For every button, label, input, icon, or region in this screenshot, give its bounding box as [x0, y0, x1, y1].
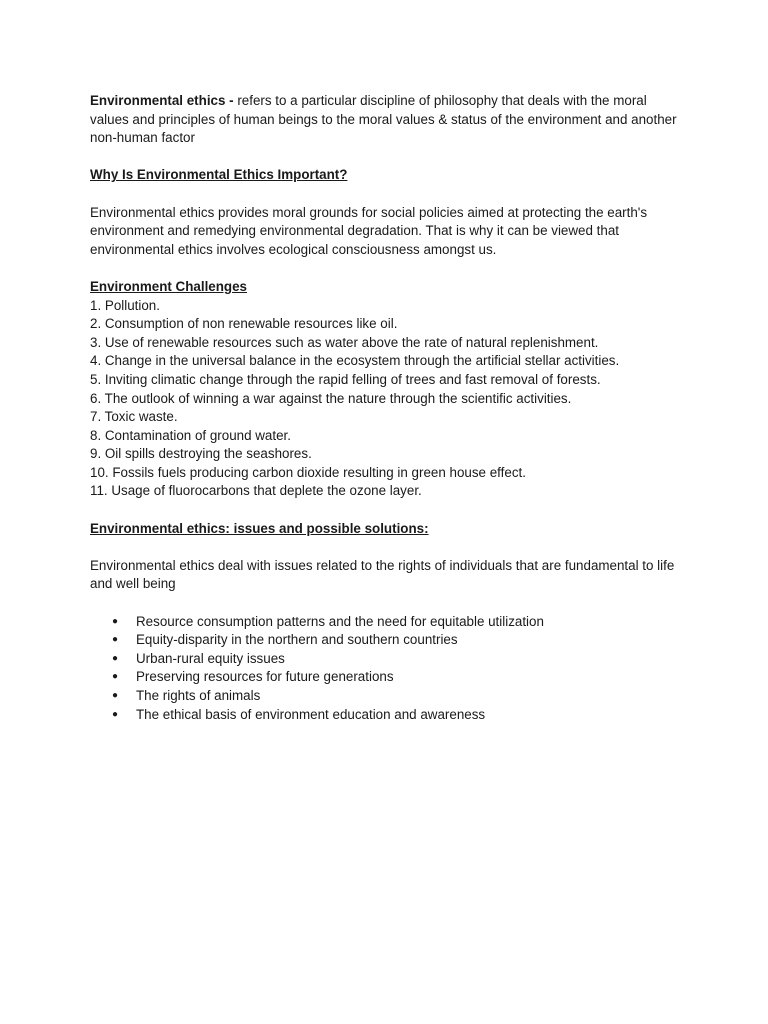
bullet-icon: ● [112, 708, 119, 720]
bullet-icon: ● [112, 671, 119, 683]
solutions-intro: Environmental ethics deal with issues related to the rights of individuals that are fundamental to life and well being [90, 557, 675, 592]
bullet-icon: ● [112, 634, 119, 646]
definition-paragraph [90, 92, 688, 148]
list-item-text: The rights of animals [136, 688, 261, 703]
list-item: 7. Toxic waste. [90, 409, 178, 425]
list-item: 6. The outlook of winning a war against the nature through the scientific activities. [90, 390, 572, 406]
bullet-icon: ● [112, 615, 119, 627]
list-item [112, 706, 688, 725]
bullet-icon: ● [112, 652, 119, 664]
challenges-list [90, 297, 688, 502]
solutions-list [90, 613, 688, 725]
list-item [112, 631, 688, 650]
list-item: 2. Consumption of non renewable resources like oil. [90, 316, 398, 332]
importance-heading: Why Is Environmental Ethics Important? [90, 167, 348, 183]
list-item [112, 613, 688, 632]
list-item-text: Resource consumption patterns and the need for equitable utilization [136, 613, 544, 629]
definition-text: refers to a particular discipline of philosophy that deals with the moral values and principles of human beings to the moral values & status of the environment and another non-human factor [90, 93, 677, 146]
list-item: 3. Use of renewable resources such as water above the rate of natural replenishment. [90, 334, 599, 350]
list-item: 8. Contamination of ground water. [90, 427, 291, 443]
list-item: 11. Usage of fluorocarbons that deplete the ozone layer. [90, 483, 422, 499]
solutions-heading: Environmental ethics: issues and possible solutions: [90, 520, 429, 536]
importance-paragraph: Environmental ethics provides moral grounds for social policies aimed at protecting the earth's environment and remedying environmental degradation. That is why it can be viewed that environmental ethics involves ecological consciousness amongst us. [90, 204, 648, 257]
definition-term: Environmental ethics - [90, 93, 234, 108]
list-item-text: Equity-disparity in the northern and southern countries [136, 632, 458, 648]
challenges-heading: Environment Challenges [90, 278, 247, 294]
list-item [112, 687, 688, 706]
list-item: 1. Pollution. [90, 297, 160, 313]
list-item: 5. Inviting climatic change through the rapid felling of trees and fast removal of forests. [90, 371, 601, 387]
list-item: 9. Oil spills destroying the seashores. [90, 446, 312, 462]
list-item [112, 668, 688, 687]
list-item: 10. Fossils fuels producing carbon dioxide resulting in green house effect. [90, 464, 526, 480]
list-item-text: Urban-rural equity issues [136, 650, 285, 666]
list-item: 4. Change in the universal balance in the ecosystem through the artificial stellar activities. [90, 353, 620, 369]
list-item-text: The ethical basis of environment education and awareness [136, 706, 486, 722]
bullet-icon: ● [112, 690, 119, 701]
list-item-text: Preserving resources for future generations [136, 669, 394, 685]
list-item [112, 650, 688, 669]
